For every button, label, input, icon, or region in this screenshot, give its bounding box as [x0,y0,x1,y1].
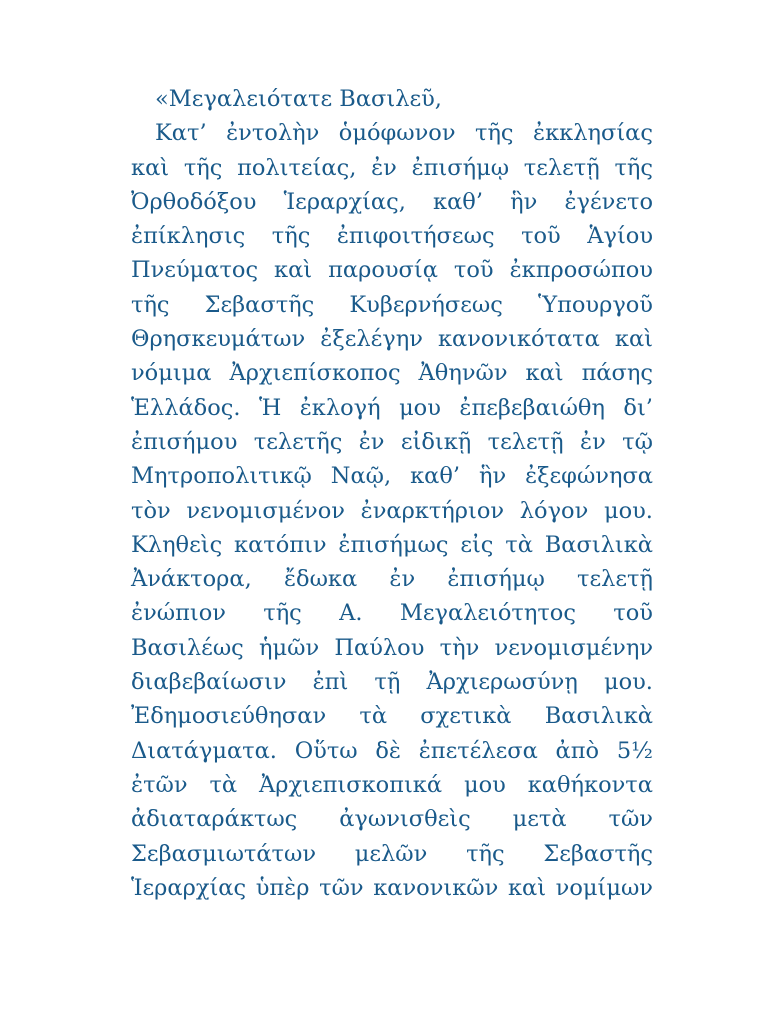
text-line: Μητροπολιτικῷ Ναῷ, καθ’ ἣν ἐξεφώνησα [131,463,653,490]
text-line: διαβεβαίωσιν ἐπὶ τῇ Ἀρχιερωσύνῃ μου. [131,669,653,696]
text-line: νόμιμα Ἀρχιεπίσκοπος Ἀθηνῶν καὶ πάσης [131,360,653,387]
text-line: Ἀνάκτορα, ἔδωκα ἐν ἐπισήμῳ τελετῇ [131,566,653,593]
text-line: Διατάγματα. Οὕτω δὲ ἐπετέλεσα ἀπὸ 5½ [131,737,653,764]
text-line: Ἐδημοσιεύθησαν τὰ σχετικὰ Βασιλικὰ [131,703,653,730]
text-line: ἐνώπιον τῆς Α. Μεγαλειότητος τοῦ [131,600,653,627]
text-line: ἀδιαταράκτως ἀγωνισθεὶς μετὰ τῶν [131,806,653,833]
document-page [131,82,653,905]
text-line: Κατ’ ἐντολὴν ὁμόφωνον τῆς ἐκκλησίας [155,120,653,147]
text-line: Κληθεὶς κατόπιν ἐπισήμως εἰς τὰ Βασιλικὰ [131,531,653,558]
text-line: Βασιλέως ἡμῶν Παύλου τὴν νενομισμένην [131,634,653,661]
text-line: ἐπισήμου τελετῆς ἐν εἰδικῇ τελετῇ ἐν τῷ [131,428,653,455]
text-line: Θρησκευμάτων ἐξελέγην κανονικότατα καὶ [131,326,653,353]
text-line: Σεβασμιωτάτων μελῶν τῆς Σεβαστῆς [131,840,653,867]
text-line: Ὀρθοδόξου Ἱεραρχίας, καθ’ ἣν ἐγένετο [131,188,653,215]
text-line: Ἱεραρχίας ὑπὲρ τῶν κανονικῶν καὶ νομίμων [131,874,653,901]
text-line: Ἑλλάδος. Ἡ ἐκλογή μου ἐπεβεβαιώθη δι’ [131,394,653,421]
text-line: ἐτῶν τὰ Ἀρχιεπισκοπικά μου καθήκοντα [131,771,653,798]
text-line: ἐπίκλησις τῆς ἐπιφοιτήσεως τοῦ Ἁγίου [131,223,653,250]
text-line: Πνεύματος καὶ παρουσίᾳ τοῦ ἐκπροσώπου [131,257,653,284]
text-line: τῆς Σεβαστῆς Κυβερνήσεως Ὑπουργοῦ [131,291,653,318]
text-line: καὶ τῆς πολιτείας, ἐν ἐπισήμῳ τελετῇ τῆς [131,154,653,181]
text-line: «Μεγαλειότατε Βασιλεῦ, [155,86,442,112]
text-line: τὸν νενομισμένον ἐναρκτήριον λόγον μου. [131,497,653,524]
